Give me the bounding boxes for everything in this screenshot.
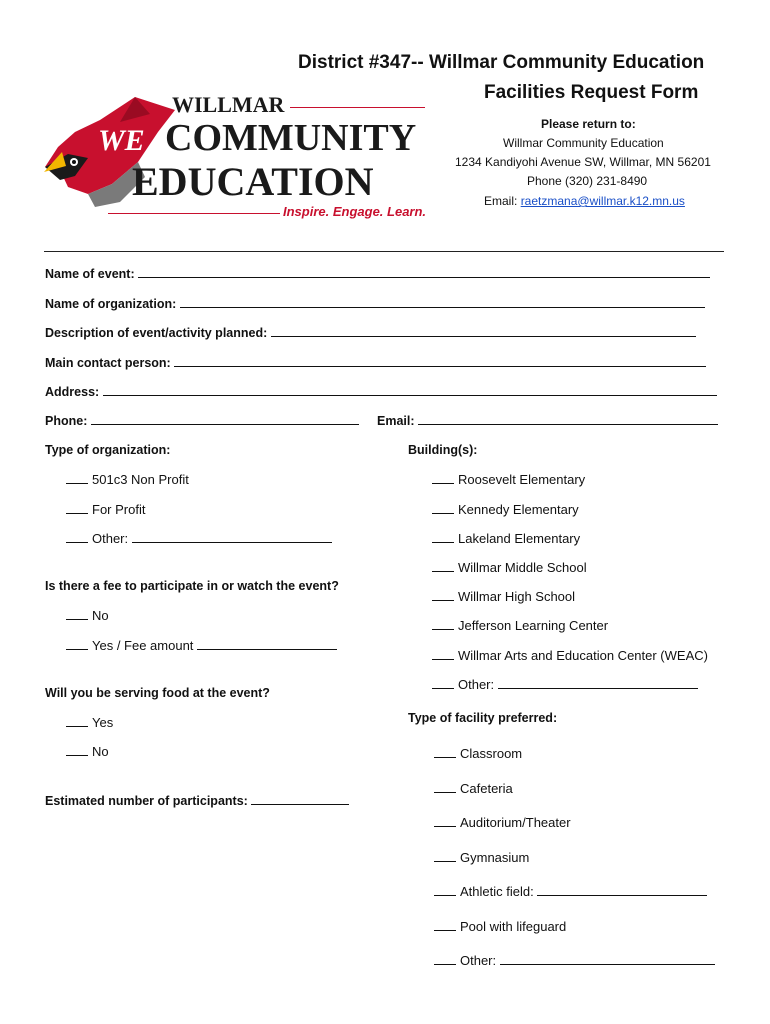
facility-option[interactable]: Gymnasium [434,850,529,865]
building-option[interactable]: Other: [432,677,698,692]
fee-option[interactable]: No [66,608,109,623]
org-type-heading: Type of organization: [45,443,171,457]
address-input[interactable] [103,384,717,396]
return-phone: Phone (320) 231-8490 [527,174,648,188]
org-type-option[interactable]: 501c3 Non Profit [66,472,189,487]
org-type-option[interactable]: Other: [66,531,332,546]
phone-input[interactable] [91,413,359,425]
logo [40,92,435,227]
facility-option[interactable]: Pool with lifeguard [434,919,566,934]
field-email[interactable]: Email: [377,413,718,428]
event-name-input[interactable] [138,266,710,278]
return-email-link[interactable]: raetzmana@willmar.k12.mn.us [520,194,685,208]
facility-option[interactable]: Cafeteria [434,781,513,796]
org-name-input[interactable] [180,296,705,308]
email-input[interactable] [418,413,718,425]
field-description[interactable]: Description of event/activity planned: [45,325,696,340]
building-option[interactable]: Roosevelt Elementary [432,472,585,487]
logo-willmar: WILLMAR [172,92,285,117]
building-option[interactable]: Lakeland Elementary [432,531,580,546]
facility-option[interactable]: Athletic field: [434,884,707,899]
buildings-heading: Building(s): [408,443,478,457]
building-option[interactable]: Jefferson Learning Center [432,618,608,633]
logo-rule-top [290,107,425,108]
field-phone[interactable]: Phone: [45,413,359,428]
logo-community: COMMUNITY [165,117,417,159]
food-option[interactable]: No [66,744,109,759]
building-option[interactable]: Willmar High School [432,589,575,604]
field-org-name[interactable]: Name of organization: [45,296,705,311]
contact-input[interactable] [174,355,706,367]
facility-heading: Type of facility preferred: [408,711,558,725]
return-org: Willmar Community Education [503,136,664,150]
org-other-input[interactable] [132,531,332,543]
facility-other-input[interactable] [500,953,715,965]
return-email-row [484,194,685,208]
facility-option[interactable]: Other: [434,953,715,968]
athletic-field-input[interactable] [537,884,707,896]
fee-amount-input[interactable] [197,638,337,650]
header-divider [44,251,724,252]
page-subtitle: Facilities Request Form [484,82,699,103]
field-event-name[interactable]: Name of event: [45,266,710,281]
facility-option[interactable]: Auditorium/Theater [434,815,571,830]
facility-option[interactable]: Classroom [434,746,522,761]
logo-education: EDUCATION [132,159,374,204]
field-address[interactable]: Address: [45,384,717,399]
fee-question: Is there a fee to participate in or watch the event? [45,579,339,593]
building-option[interactable]: Kennedy Elementary [432,502,579,517]
building-option[interactable]: Willmar Middle School [432,560,587,575]
building-other-input[interactable] [498,677,698,689]
logo-mark: WE [98,124,145,157]
field-contact[interactable]: Main contact person: [45,355,706,370]
return-email-label: Email: [484,194,518,208]
description-input[interactable] [271,325,696,337]
return-address: 1234 Kandiyohi Avenue SW, Willmar, MN 56201 [455,155,711,169]
participants-field[interactable]: Estimated number of participants: [45,793,349,808]
page-title: District #347-- Willmar Community Education [298,52,705,73]
fee-option[interactable]: Yes / Fee amount [66,638,337,653]
building-option[interactable]: Willmar Arts and Education Center (WEAC) [432,648,708,663]
return-label: Please return to: [541,117,636,131]
org-type-option[interactable]: For Profit [66,502,145,517]
participants-input[interactable] [251,793,349,805]
food-option[interactable]: Yes [66,715,113,730]
food-question: Will you be serving food at the event? [45,686,270,700]
logo-tagline: Inspire. Engage. Learn. [283,204,427,219]
logo-rule-bottom [108,213,280,214]
